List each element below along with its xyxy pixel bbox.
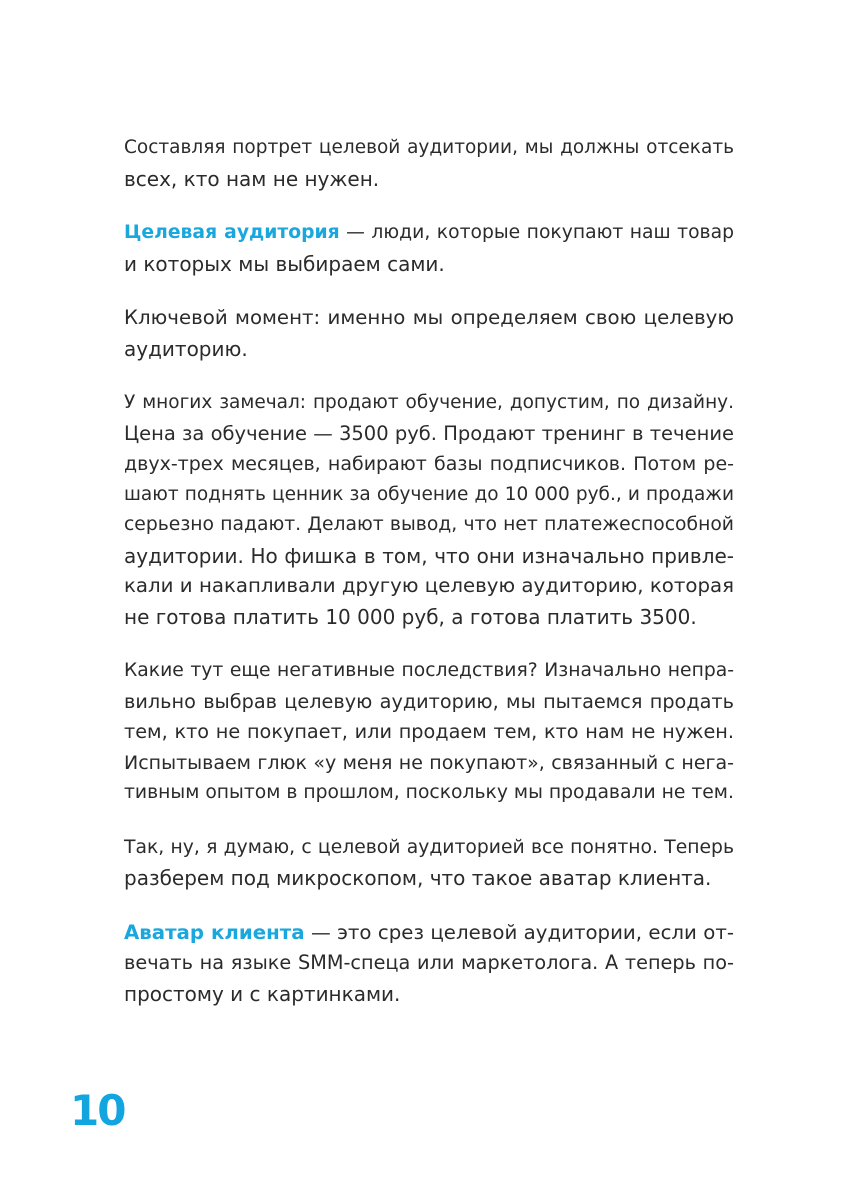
text-line: вильно выбрав целевую аудиторию, мы пытаемся продать	[124, 689, 734, 713]
text-line	[124, 918, 734, 949]
text-line: Испытываем глюк «у меня не покупают», связанный с нега-	[124, 751, 734, 774]
text-line: не готова платить 10 000 руб, а готова платить 3500.	[124, 604, 697, 629]
text-line: аудитории. Но фишка в том, что они изначально привле-	[124, 543, 734, 568]
text-line: простому и с картинками.	[124, 981, 401, 1006]
term-target-audience: Целевая аудитория	[124, 222, 340, 243]
text-line: серьезно падают. Делают вывод, что нет платежеспособной	[124, 514, 734, 535]
text-line: тем, кто не покупает, или продаем тем, кто нам не нужен.	[124, 720, 734, 743]
paragraph-1	[124, 133, 734, 194]
text-line: шают поднять ценник за обучение до 10 000 руб., и продажи	[124, 483, 734, 505]
text-line: и которых мы выбираем сами.	[124, 251, 445, 276]
paragraph-4	[124, 388, 734, 632]
paragraph-avatar-definition	[124, 918, 734, 1010]
paragraph-3	[124, 303, 734, 364]
text-line: тивным опытом в прошлом, поскольку мы продавали не тем.	[124, 782, 734, 803]
definition-text: — это срез целевой аудитории, если от-	[304, 920, 735, 944]
text-line: Составляя портрет целевой аудитории, мы должны отсекать	[124, 137, 734, 158]
paragraph-6	[124, 833, 734, 894]
text-line: кали и накапливали другую целевую аудиторию, которая	[124, 574, 734, 597]
text-line: Цена за обучение — 3500 руб. Продают тренинг в течение	[124, 421, 734, 445]
body-text	[124, 133, 734, 1033]
text-line: разберем под микроскопом, что такое аватар клиента.	[124, 866, 712, 890]
text-line: Какие тут еще негативные последствия? Изначально непра-	[124, 660, 734, 681]
paragraph-target-audience-definition	[124, 218, 734, 279]
text-line	[124, 218, 734, 249]
text-line: вечать на языке SMM-спеца или маркетолога. А теперь по-	[124, 951, 734, 974]
text-line: всех, кто нам не нужен.	[124, 166, 380, 191]
text-line: аудиторию.	[124, 336, 248, 361]
text-line: У многих замечал: продают обучение, допустим, по дизайну.	[124, 392, 734, 413]
paragraph-5	[124, 656, 734, 809]
text-line: Так, ну, я думаю, с целевой аудиторией все понятно. Теперь	[124, 836, 734, 858]
text-line: Ключевой момент: именно мы определяем свою целевую	[124, 306, 734, 329]
definition-text: — люди, которые покупают наш товар	[339, 222, 735, 243]
text-line: двух-трех месяцев, набирают базы подписчиков. Потом ре-	[124, 453, 734, 475]
page-number: 10	[70, 1086, 125, 1135]
term-client-avatar: Аватар клиента	[124, 920, 305, 944]
